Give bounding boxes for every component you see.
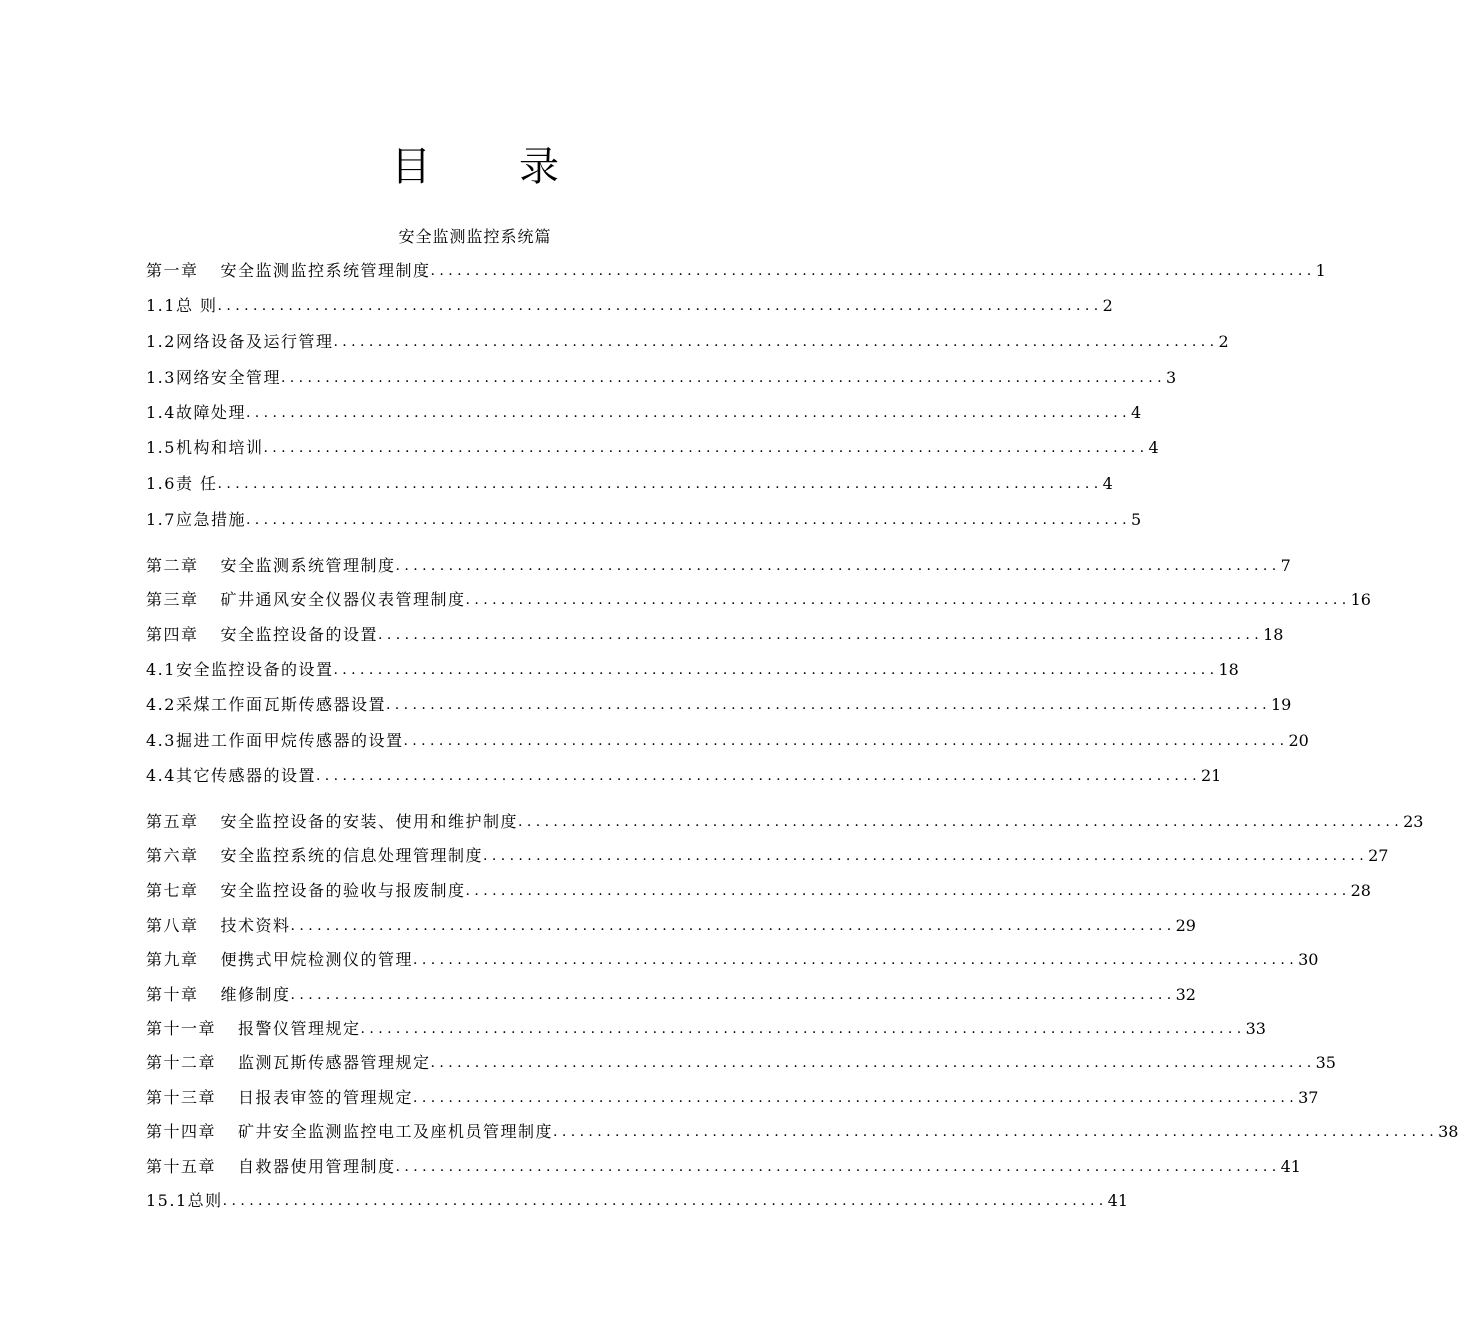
toc-title-char-1: 目 — [391, 144, 431, 190]
dot-leader: .................................................................................................... — [263, 440, 1149, 456]
toc-chapter-label: 第十二章 — [146, 1053, 217, 1072]
dot-leader: .................................................................................................... — [290, 918, 1176, 934]
toc-entry[interactable] — [146, 436, 1159, 460]
dot-leader: .................................................................................................... — [280, 370, 1166, 386]
dot-leader: .................................................................................................... — [403, 733, 1289, 749]
toc-entry-title — [146, 1120, 553, 1144]
toc-entry-text: 4.1安全监控设备的设置 — [146, 660, 334, 679]
toc-page-number: 41 — [1280, 1157, 1301, 1176]
dot-leader: .................................................................................................... — [217, 298, 1103, 314]
dot-leader: .................................................................................................... — [465, 883, 1351, 899]
toc-entry-text: 矿井通风安全仪器仪表管理制度 — [220, 590, 466, 609]
toc-page-number: 23 — [1403, 812, 1424, 831]
toc-entry-text: 1.6责 任 — [146, 474, 218, 493]
toc-entry-text: 1.5机构和培训 — [146, 438, 264, 457]
toc-chapter-label: 第八章 — [146, 916, 199, 935]
dot-leader: .................................................................................................... — [385, 697, 1271, 713]
toc-entry-text: 矿井安全监测监控电工及座机员管理制度 — [238, 1122, 554, 1141]
toc-entry-text: 日报表审签的管理规定 — [238, 1088, 414, 1107]
toc-entry-text: 技术资料 — [220, 916, 291, 935]
dot-leader: .................................................................................................... — [217, 476, 1103, 492]
toc-page-number: 4 — [1130, 403, 1142, 422]
toc-entry-title — [146, 1155, 396, 1179]
toc-entry-title — [146, 623, 378, 647]
toc-page-number: 3 — [1165, 368, 1177, 387]
toc-page-number: 38 — [1438, 1122, 1458, 1141]
toc-page-number: 5 — [1130, 510, 1142, 529]
toc-page-number: 30 — [1298, 950, 1319, 969]
dot-leader: .................................................................................................... — [395, 1159, 1281, 1175]
toc-page-number: 18 — [1218, 660, 1239, 679]
toc-entry-title — [146, 1189, 223, 1213]
toc-entry-text: 1.3网络安全管理 — [146, 368, 281, 387]
toc-entry[interactable] — [146, 472, 1113, 496]
toc-entry[interactable] — [146, 914, 1196, 938]
toc-entry-text: 1.7应急措施 — [146, 510, 246, 529]
dot-leader: .................................................................................................... — [315, 768, 1201, 784]
toc-page-number: 7 — [1280, 556, 1291, 575]
toc-chapter-label: 第二章 — [146, 556, 199, 575]
toc-page-number: 28 — [1350, 881, 1371, 900]
toc-entry-text: 1.2网络设备及运行管理 — [146, 332, 334, 351]
toc-entry-text: 安全监控设备的验收与报废制度 — [220, 881, 466, 900]
toc-entry[interactable] — [146, 1189, 1129, 1213]
toc-entry[interactable] — [146, 1086, 1319, 1110]
toc-entry-text: 安全监控设备的设置 — [220, 625, 379, 644]
toc-entry[interactable] — [146, 693, 1292, 717]
toc-page-number: 35 — [1315, 1053, 1336, 1072]
dot-leader: .................................................................................................... — [222, 1193, 1108, 1209]
dot-leader: .................................................................................................... — [333, 662, 1219, 678]
dot-leader: .................................................................................................... — [518, 814, 1404, 830]
toc-entry[interactable] — [146, 1120, 1458, 1144]
toc-entry-text: 监测瓦斯传感器管理规定 — [238, 1053, 431, 1072]
toc-chapter-label: 第十一章 — [146, 1019, 217, 1038]
toc-page-number: 29 — [1175, 916, 1196, 935]
toc-entry[interactable] — [146, 764, 1222, 788]
toc-entry-text: 安全监控系统的信息处理管理制度 — [220, 846, 484, 865]
toc-page-number: 1 — [1315, 261, 1326, 280]
toc-entry-text: 便携式甲烷检测仪的管理 — [220, 950, 414, 969]
toc-chapter-label: 第三章 — [146, 590, 199, 609]
toc-chapter-label: 第五章 — [146, 812, 199, 831]
toc-entry-title — [146, 1017, 361, 1041]
toc-page-number: 37 — [1298, 1088, 1319, 1107]
toc-entry-title — [146, 914, 291, 938]
toc-page-number: 4 — [1102, 474, 1113, 493]
dot-leader: .................................................................................................... — [413, 952, 1299, 968]
toc-entry-text: 维修制度 — [220, 985, 291, 1004]
toc-chapter-label: 第七章 — [146, 881, 199, 900]
toc-page-number: 33 — [1245, 1019, 1266, 1038]
dot-leader: .................................................................................................... — [290, 987, 1176, 1003]
toc-entry[interactable] — [146, 508, 1142, 532]
toc-entry-title — [146, 810, 518, 834]
toc-chapter-label: 第十五章 — [146, 1157, 217, 1176]
toc-entry[interactable] — [146, 294, 1113, 318]
toc-entry-text: 4.4其它传感器的设置 — [146, 766, 316, 785]
dot-leader: .................................................................................................... — [360, 1021, 1246, 1037]
toc-page-number: 21 — [1200, 766, 1222, 785]
toc-title-char-2: 录 — [519, 144, 559, 190]
toc-entry-text: 报警仪管理规定 — [238, 1019, 361, 1038]
toc-entry-title — [146, 983, 291, 1007]
dot-leader: .................................................................................................... — [395, 558, 1281, 574]
toc-entry-title — [146, 1051, 431, 1075]
toc-entry-text: 15.1总则 — [146, 1191, 223, 1210]
toc-entry-text: 1.4故障处理 — [146, 403, 246, 422]
toc-entry-title — [146, 879, 466, 903]
toc-entry-text: 4.3掘进工作面甲烷传感器的设置 — [146, 731, 404, 750]
toc-page-number: 4 — [1148, 438, 1159, 457]
toc-entry-text: 4.2采煤工作面瓦斯传感器设置 — [146, 695, 386, 714]
toc-entry-title — [146, 693, 386, 717]
toc-page-number: 19 — [1270, 695, 1292, 714]
dot-leader: .................................................................................................... — [553, 1124, 1439, 1140]
toc-entry[interactable] — [146, 401, 1142, 425]
toc-entry-title — [146, 764, 316, 788]
toc-entry-title — [146, 844, 483, 868]
section-subtitle: 安全监测监控系统篇 — [398, 227, 552, 246]
toc-entry[interactable] — [146, 259, 1326, 283]
toc-entry-title — [146, 729, 403, 753]
toc-entry-title — [146, 330, 333, 354]
toc-entry[interactable] — [146, 658, 1239, 682]
toc-entry-title — [146, 436, 263, 460]
toc-chapter-label: 第九章 — [146, 950, 199, 969]
toc-chapter-label: 第十三章 — [146, 1088, 217, 1107]
toc-entry-title — [146, 472, 218, 496]
toc-entry-title — [146, 554, 396, 578]
toc-entry[interactable] — [146, 1017, 1266, 1041]
toc-chapter-label: 第十四章 — [146, 1122, 217, 1141]
toc-entry-text: 自救器使用管理制度 — [238, 1157, 396, 1176]
toc-entry-text: 安全监测系统管理制度 — [220, 556, 396, 575]
toc-entry[interactable] — [146, 844, 1389, 868]
toc-entry-title — [146, 294, 218, 318]
toc-chapter-label: 第六章 — [146, 846, 199, 865]
toc-entry-text: 1.1总 则 — [146, 296, 218, 315]
toc-page-number: 2 — [1102, 296, 1113, 315]
dot-leader: .................................................................................................... — [378, 627, 1264, 643]
toc-page-number: 41 — [1107, 1191, 1129, 1210]
toc-page-number: 2 — [1218, 332, 1229, 351]
toc-entry[interactable] — [146, 948, 1319, 972]
toc-entry-title — [146, 658, 333, 682]
toc-entry[interactable] — [146, 554, 1291, 578]
toc-entry[interactable] — [146, 983, 1196, 1007]
toc-entry[interactable] — [146, 623, 1284, 647]
toc-entry-title — [146, 588, 466, 612]
toc-entry-text: 安全监测监控系统管理制度 — [220, 261, 431, 280]
toc-entry[interactable] — [146, 1051, 1336, 1075]
toc-entry[interactable] — [146, 366, 1177, 390]
toc-chapter-label: 第四章 — [146, 625, 199, 644]
toc-page-number: 27 — [1368, 846, 1389, 865]
toc-entry[interactable] — [146, 729, 1309, 753]
toc-entry-title — [146, 1086, 413, 1110]
toc-chapter-label: 第一章 — [146, 261, 199, 280]
toc-entry-text: 安全监控设备的安装、使用和维护制度 — [220, 812, 519, 831]
toc-page-number: 18 — [1263, 625, 1284, 644]
dot-leader: .................................................................................................... — [465, 592, 1351, 608]
toc-entry-title — [146, 401, 246, 425]
dot-leader: .................................................................................................... — [245, 512, 1131, 528]
dot-leader: .................................................................................................... — [413, 1090, 1299, 1106]
toc-entry-title — [146, 366, 281, 390]
dot-leader: .................................................................................................... — [430, 263, 1316, 279]
toc-entry-title — [146, 948, 413, 972]
toc-entry-title — [146, 508, 246, 532]
toc-entry[interactable] — [146, 879, 1371, 903]
toc-title — [0, 142, 950, 192]
toc-page-number: 32 — [1175, 985, 1196, 1004]
dot-leader: .................................................................................................... — [430, 1055, 1316, 1071]
toc-page-number: 20 — [1288, 731, 1309, 750]
toc-entry[interactable] — [146, 588, 1371, 612]
toc-page-number: 16 — [1350, 590, 1371, 609]
dot-leader: .................................................................................................... — [483, 848, 1369, 864]
dot-leader: .................................................................................................... — [245, 405, 1131, 421]
toc-entry-title — [146, 259, 431, 283]
toc-entry[interactable] — [146, 1155, 1301, 1179]
toc-entry[interactable] — [146, 330, 1229, 354]
toc-chapter-label: 第十章 — [146, 985, 199, 1004]
toc-entry[interactable] — [146, 810, 1424, 834]
dot-leader: .................................................................................................... — [333, 334, 1219, 350]
